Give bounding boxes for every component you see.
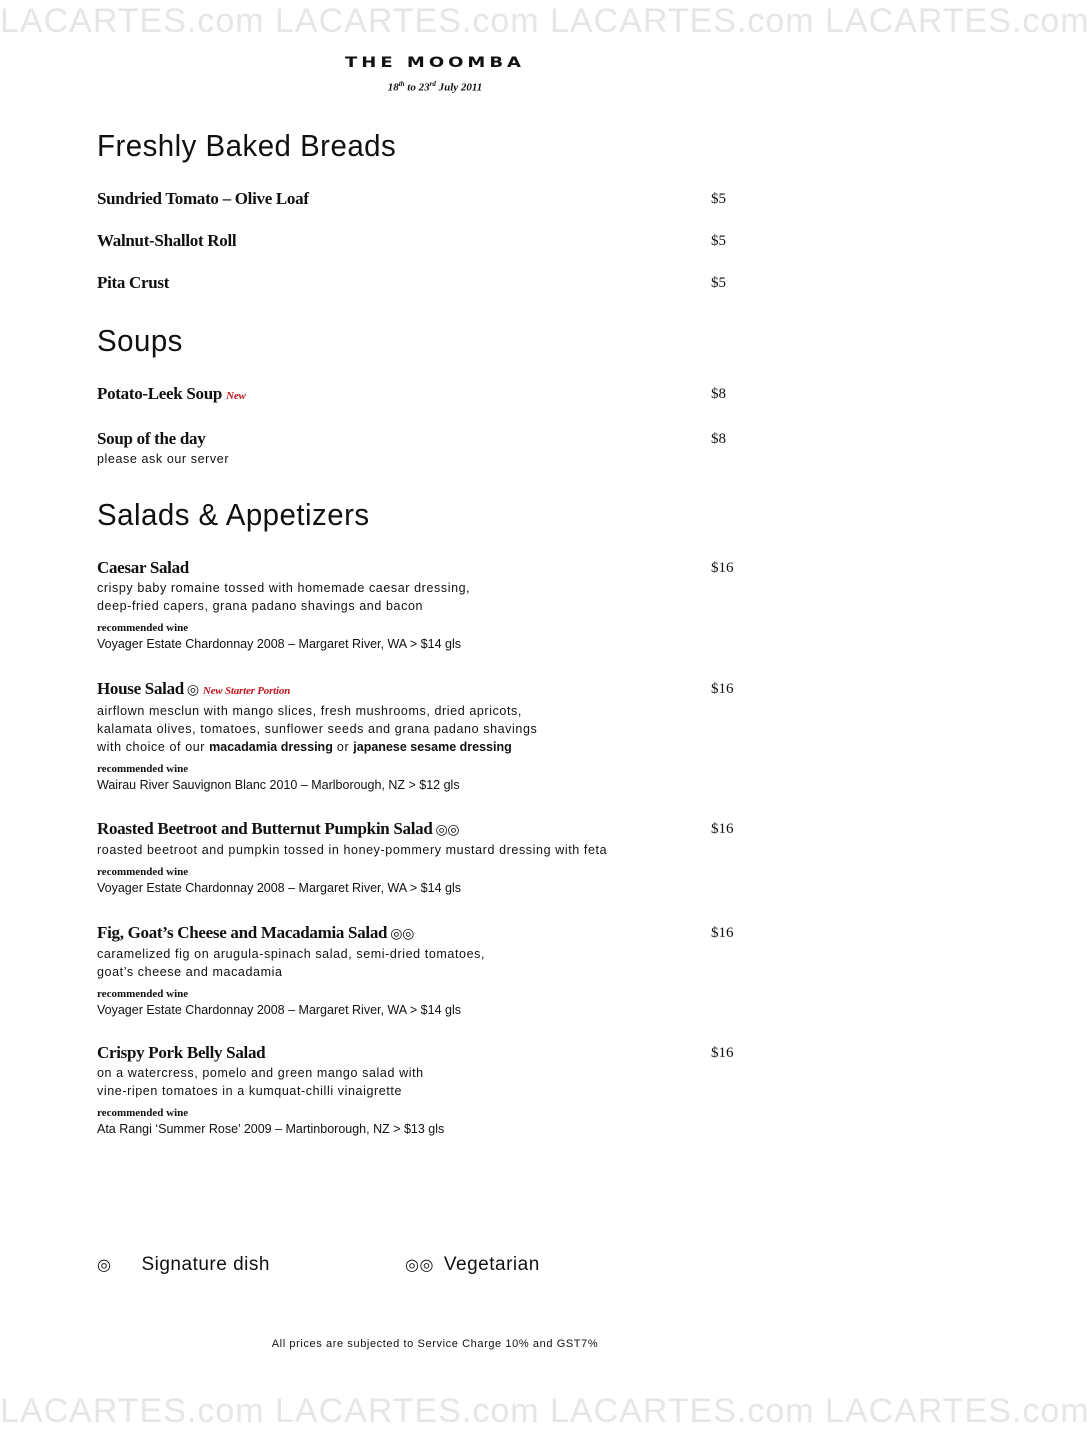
menu-item bbox=[97, 231, 747, 251]
item-description: please ask our server bbox=[97, 452, 230, 466]
item-price: $5 bbox=[711, 191, 726, 207]
vegetarian-icon: ◎◎ bbox=[405, 1255, 434, 1274]
item-description: airflown mesclun with mango slices, fresh mushrooms, dried apricots, kalamata olives, tomatoes, sunflower seeds and grana padano shavings with choice of our macadamia dressing or japanese sesame dressing bbox=[97, 704, 538, 754]
legend-vegetarian bbox=[405, 1254, 540, 1276]
item-price: $8 bbox=[711, 431, 726, 447]
menu-item bbox=[97, 189, 747, 209]
section-title-soups: Soups bbox=[97, 323, 183, 358]
section-title-breads: Freshly Baked Breads bbox=[97, 128, 397, 163]
menu-dates: 18th to 23rd July 2011 bbox=[387, 80, 483, 94]
vegetarian-icon: ◎◎ bbox=[390, 926, 415, 942]
recommended-wine: Wairau River Sauvignon Blanc 2010 – Marlborough, NZ > $12 gls bbox=[97, 778, 460, 792]
new-tag: New bbox=[226, 390, 246, 402]
menu-item bbox=[97, 679, 747, 794]
item-price: $16 bbox=[711, 1045, 734, 1061]
menu-item bbox=[97, 558, 747, 653]
service-charge-note: All prices are subjected to Service Charge 10% and GST7% bbox=[271, 1338, 599, 1350]
restaurant-logo: THE MOOMBA bbox=[345, 54, 525, 71]
item-name: Fig, Goat’s Cheese and Macadamia Salad ◎◎ bbox=[97, 923, 415, 942]
recommended-wine: Voyager Estate Chardonnay 2008 – Margaret River, WA > $14 gls bbox=[97, 637, 461, 651]
recommended-wine-label: recommended wine bbox=[97, 988, 189, 1000]
section-title-salads: Salads & Appetizers bbox=[97, 497, 370, 532]
recommended-wine: Ata Rangi ‘Summer Rose’ 2009 – Martinborough, NZ > $13 gls bbox=[97, 1122, 445, 1136]
recommended-wine-label: recommended wine bbox=[97, 1107, 189, 1119]
watermark-top: LACARTES.com LACARTES.com LACARTES.com LACARTES.com bbox=[0, 2, 1090, 40]
recommended-wine: Voyager Estate Chardonnay 2008 – Margaret River, WA > $14 gls bbox=[97, 881, 461, 895]
item-price: $5 bbox=[711, 275, 726, 291]
item-price: $16 bbox=[711, 681, 734, 697]
item-name: Pita Crust bbox=[97, 273, 170, 292]
legend-vegetarian-label: Vegetarian bbox=[443, 1254, 540, 1275]
item-name: Walnut-Shallot Roll bbox=[97, 231, 237, 250]
recommended-wine-label: recommended wine bbox=[97, 763, 189, 775]
recommended-wine: Voyager Estate Chardonnay 2008 – Margaret River, WA > $14 gls bbox=[97, 1003, 461, 1017]
legend-signature bbox=[97, 1254, 270, 1276]
item-name: Potato-Leek Soup New bbox=[97, 384, 246, 403]
item-name: Crispy Pork Belly Salad bbox=[97, 1043, 266, 1062]
menu-item bbox=[97, 1043, 747, 1138]
item-price: $8 bbox=[711, 386, 726, 402]
vegetarian-icon: ◎◎ bbox=[435, 822, 460, 838]
item-name: Sundried Tomato – Olive Loaf bbox=[97, 189, 309, 208]
signature-icon: ◎ bbox=[97, 1255, 112, 1274]
item-price: $16 bbox=[711, 925, 734, 941]
signature-icon: ◎ bbox=[186, 682, 199, 698]
menu-item bbox=[97, 429, 747, 468]
item-description: on a watercress, pomelo and green mango salad with vine-ripen tomatoes in a kumquat-chilli vinaigrette bbox=[97, 1066, 424, 1098]
legend-signature-label: Signature dish bbox=[141, 1254, 270, 1275]
menu-item bbox=[97, 384, 747, 406]
watermark-bottom: LACARTES.com LACARTES.com LACARTES.com LACARTES.com bbox=[0, 1392, 1090, 1430]
menu-item bbox=[97, 923, 747, 1019]
menu-item bbox=[97, 273, 747, 293]
menu-item bbox=[97, 819, 747, 897]
item-name: Caesar Salad bbox=[97, 558, 189, 577]
item-description: roasted beetroot and pumpkin tossed in honey-pommery mustard dressing with feta bbox=[97, 843, 608, 857]
item-description: caramelized fig on arugula-spinach salad, semi-dried tomatoes, goat’s cheese and macadamia bbox=[97, 947, 486, 979]
item-name: Roasted Beetroot and Butternut Pumpkin Salad ◎◎ bbox=[97, 819, 460, 838]
item-price: $16 bbox=[711, 560, 734, 576]
item-price: $16 bbox=[711, 821, 734, 837]
item-name: House Salad ◎ New Starter Portion bbox=[97, 679, 291, 698]
item-name: Soup of the day bbox=[97, 429, 206, 448]
new-tag: New Starter Portion bbox=[202, 685, 291, 697]
item-description: crispy baby romaine tossed with homemade caesar dressing, deep-fried capers, grana padano shavings and bacon bbox=[97, 581, 471, 613]
recommended-wine-label: recommended wine bbox=[97, 622, 189, 634]
item-price: $5 bbox=[711, 233, 726, 249]
recommended-wine-label: recommended wine bbox=[97, 866, 189, 878]
